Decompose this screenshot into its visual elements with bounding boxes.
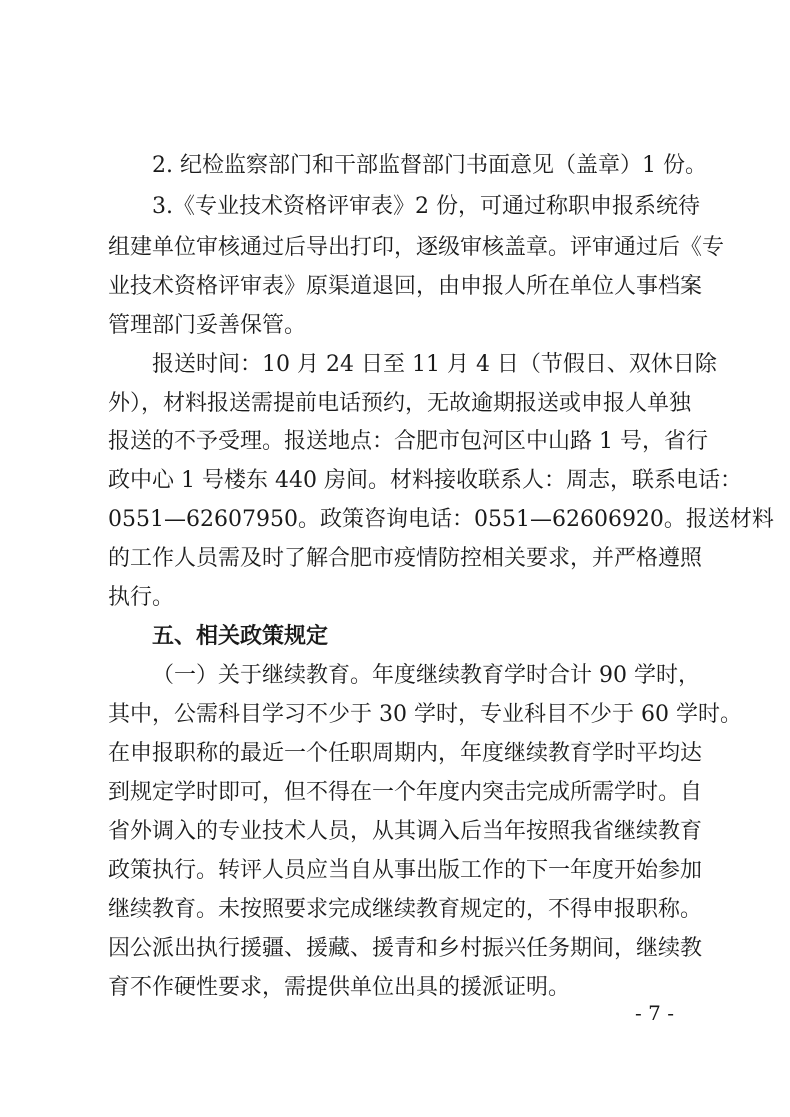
- text-line: 业技术资格评审表》原渠道退回，由申报人所在单位人事档案: [108, 274, 703, 299]
- text-line: 组建单位审核通过后导出打印，逐级审核盖章。评审通过后《专: [108, 235, 725, 260]
- text-line: 在申报职称的最近一个任职周期内，年度继续教育学时平均达: [108, 741, 703, 766]
- text-line: 执行。: [108, 585, 175, 610]
- text-line: 省外调入的专业技术人员，从其调入后当年按照我省继续教育: [108, 819, 703, 844]
- text-line: 管理部门妥善保管。: [108, 313, 307, 338]
- text-line: 因公派出执行援疆、援藏、援青和乡村振兴任务期间，继续教: [108, 936, 703, 961]
- text-line: 政中心 1 号楼东 440 房间。材料接收联系人：周志，联系电话：: [108, 468, 742, 493]
- text-line: 3.《专业技术资格评审表》2 份，可通过称职申报系统待: [152, 194, 700, 219]
- section-heading: 五、相关政策规定: [152, 624, 329, 649]
- text-line: 0551—62607950。政策咨询电话：0551—62606920。报送材料: [108, 507, 774, 532]
- text-line: 到规定学时即可，但不得在一个年度内突击完成所需学时。自: [108, 780, 703, 805]
- text-line: （一）关于继续教育。年度继续教育学时合计 90 学时，: [152, 663, 700, 688]
- text-line: 2. 纪检监察部门和干部监督部门书面意见（盖章）1 份。: [152, 153, 707, 178]
- text-line: 育不作硬性要求，需提供单位出具的援派证明。: [108, 975, 571, 1000]
- text-line: 报送时间：10 月 24 日至 11 月 4 日（节假日、双休日除: [152, 352, 717, 377]
- text-line: 报送的不予受理。报送地点：合肥市包河区中山路 1 号，省行: [108, 429, 708, 454]
- text-line: 的工作人员需及时了解合肥市疫情防控相关要求，并严格遵照: [108, 546, 703, 571]
- text-line: 继续教育。未按照要求完成继续教育规定的，不得申报职称。: [108, 897, 703, 922]
- text-line: 其中，公需科目学习不少于 30 学时，专业科目不少于 60 学时。: [108, 702, 742, 727]
- page-number: - 7 -: [635, 1001, 674, 1025]
- text-line: 外），材料报送需提前电话预约，无故逾期报送或申报人单独: [108, 391, 692, 416]
- text-line: 政策执行。转评人员应当自从事出版工作的下一年度开始参加: [108, 858, 703, 883]
